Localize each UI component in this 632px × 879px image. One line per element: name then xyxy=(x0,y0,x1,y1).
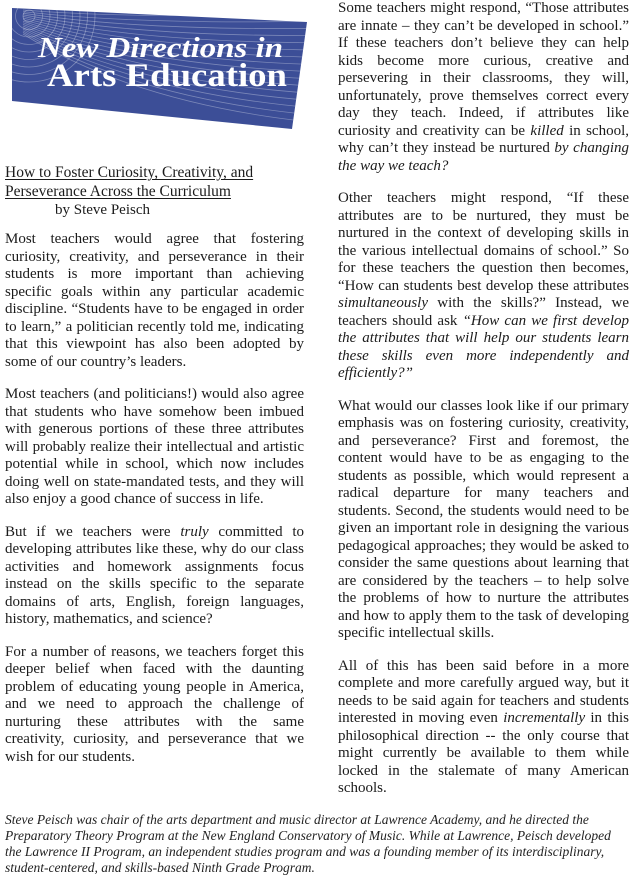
paragraph xyxy=(338,190,629,383)
text-run: in this philosophical direction -- the only course that might currently be available to them while locked in the stalemate of many American schools. xyxy=(338,710,629,796)
paragraph xyxy=(338,398,629,643)
text-run: with the skills?” Instead, we teachers should ask xyxy=(338,295,629,329)
emphasized-text-run: truly xyxy=(180,523,209,540)
text-run: Other teachers might respond, “If these attributes are to be nurtured, they must be nurtured in the context of developing skills in the various intellectual domains of school.” So for these teachers the question then becomes, “How can students best develop these attributes xyxy=(338,190,629,294)
paragraph xyxy=(5,386,304,509)
emphasized-text-run: killed xyxy=(530,122,564,139)
article-title-line2: Perseverance Across the Curriculum xyxy=(5,183,231,200)
text-run: Most teachers (and politicians!) would also agree that students who have somehow been imbued with generous portions of these three attributes will probably realize their intellectual and artistic potential while in school, which now includes doing well on state-mandated tests, and they will also enjoy a good chance of success in life. xyxy=(5,386,304,507)
article-byline: by Steve Peisch xyxy=(55,202,150,218)
emphasized-text-run: incrementally xyxy=(503,710,586,726)
paragraph xyxy=(338,658,629,798)
emphasized-text-run: by changing the way we teach? xyxy=(338,140,630,174)
text-run: For a number of reasons, we teachers forget this deeper belief when faced with the daunting problem of educating young people in America, and we need to approach the challenge of nurturing these attributes with the same creativity, curiosity, and perseverance that we wish for our students. xyxy=(5,643,304,765)
newsletter-logo xyxy=(5,0,315,134)
emphasized-text-run: “How can we first develop the attributes that will help our students learn these skills even more independently and efficiently?” xyxy=(338,312,629,381)
left-column-paragraphs xyxy=(5,231,304,766)
text-run: in school, why can’t they instead be nurtured xyxy=(338,122,629,156)
text-run: What would our classes look like if our primary emphasis was on fostering curiosity, creativity, and perseverance? First and foremost, the content would have to be as engaging to the students as possible, which would represent a radical departure for many teachers and students. Second, the students would need to be given an important role in designing the various pedagogical approaches; they would be asked to consider the same questions about learning that are considered by the teachers – to help solve the problems of how to nurture the attributes and how to apply them to the task of developing specific intellectual skills. xyxy=(338,397,629,641)
article-title-line1: How to Foster Curiosity, Creativity, and xyxy=(5,164,254,181)
text-run: Most teachers would agree that fostering curiosity, creativity, and perseverance in their students is more important than achieving specific goals within any particular academic discipline. “Students have to be engaged in order to learn,” a politician recently told me, indicating that this viewpoint has also been adopted by some of our country’s leaders. xyxy=(5,231,304,370)
text-run: Some teachers might respond, “Those attributes are innate – they can’t be developed in school.” If these teachers don’t believe they can help kids become more curious, creative and persevering in their classrooms, they will, unfortunately, prove themselves correct every day they teach. Indeed, if attributes like curiosity and creativity can be xyxy=(338,0,629,139)
right-column xyxy=(338,0,629,813)
text-run: But if we teachers were xyxy=(5,523,181,540)
footer-bio: Steve Peisch was chair of the arts department and music director at Lawrence Academy, and he directed the Preparatory Theory Program at the New England Conservatory of Music. While at Lawrence, Peisch developed the Lawrence II Program, an independent studies program and was a founding member of its interdisciplinary, student-centered, and skills-based Ninth Grade Program. xyxy=(5,812,611,875)
logo-text-line1: New Directions in xyxy=(36,32,283,64)
article-title xyxy=(5,163,304,201)
paragraph xyxy=(338,0,629,175)
paragraph xyxy=(5,524,304,629)
text-run: All of this has been said before in a more complete and more carefully argued way, but it needs to be said again for teachers and students interested in moving even xyxy=(338,657,629,726)
paragraph xyxy=(5,644,304,767)
emphasized-text-run: simultaneously xyxy=(338,295,428,311)
right-column-paragraphs xyxy=(338,0,629,798)
text-run: committed to developing attributes like these, why do our class activities and homework assignments focus instead on the skills specific to the separate domains of arts, English, foreign languages, history, mathematics, and science? xyxy=(5,523,304,627)
paragraph xyxy=(5,231,304,371)
left-column xyxy=(5,0,304,813)
logo-text-line2: Arts Education xyxy=(47,58,287,94)
